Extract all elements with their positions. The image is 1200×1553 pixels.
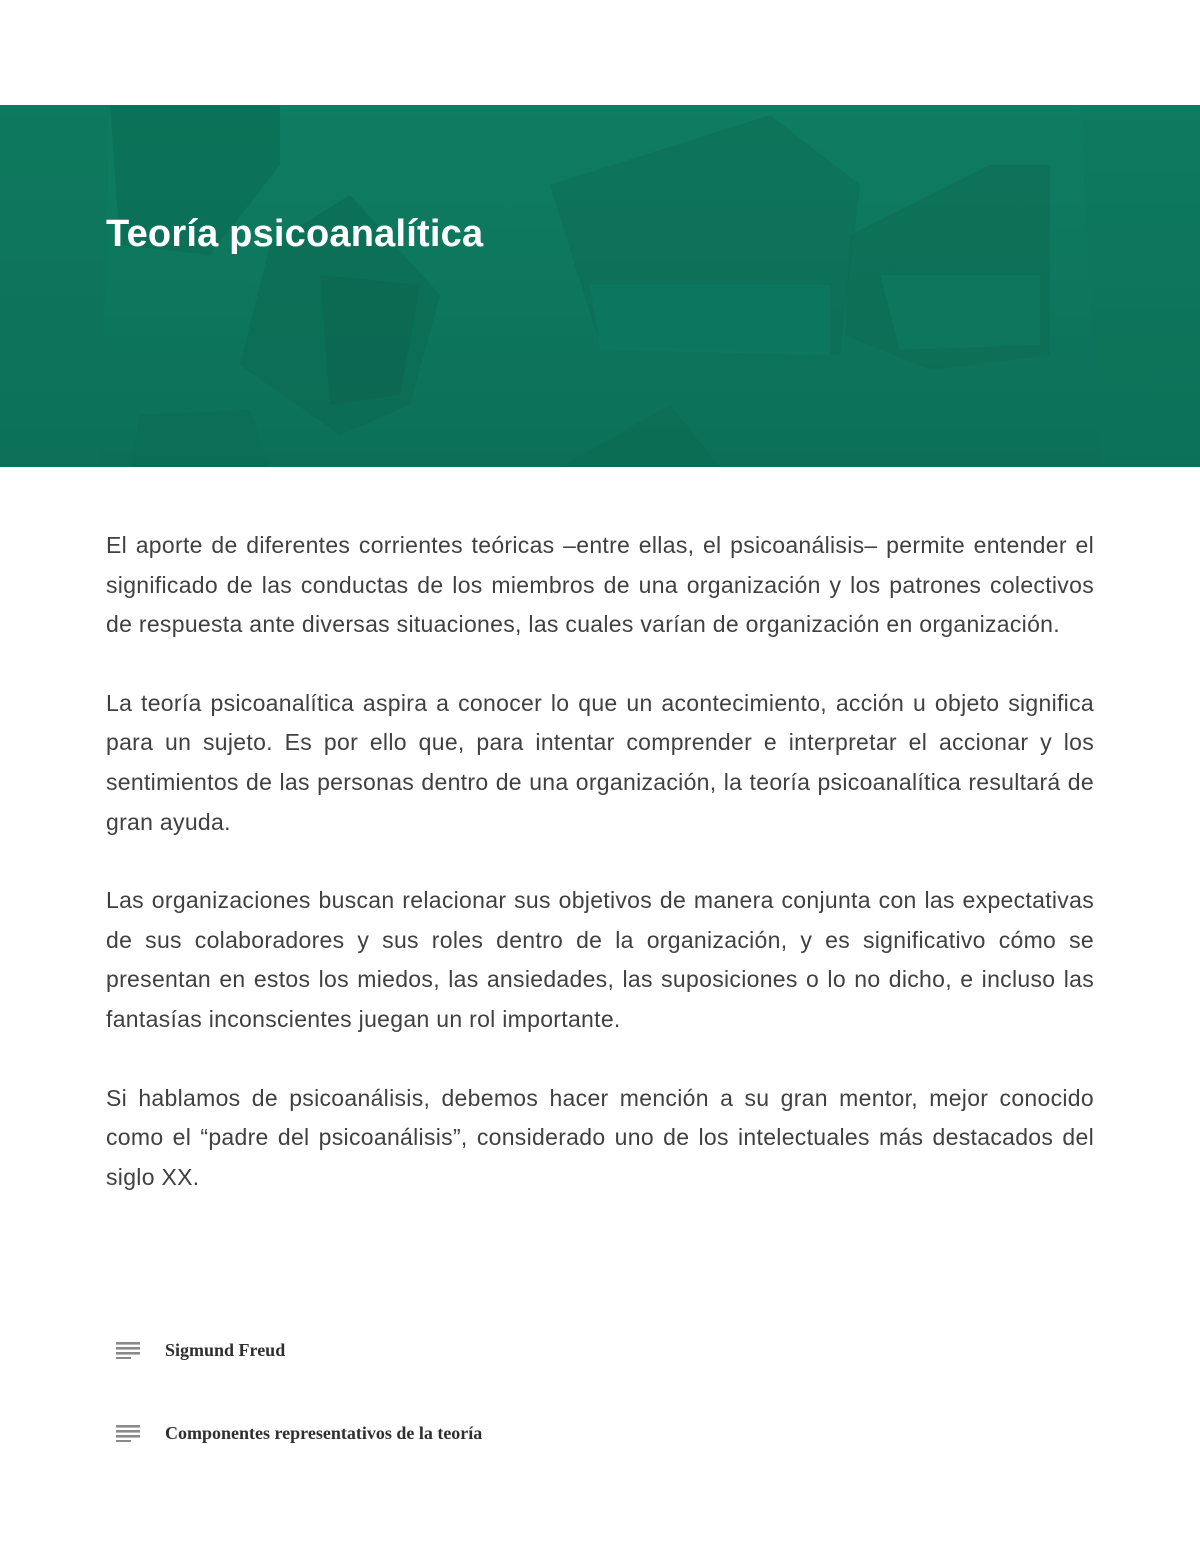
topic-label: Sigmund Freud [165, 1339, 286, 1360]
topic-label: Componentes representativos de la teoría [165, 1422, 483, 1443]
topic-item-componentes[interactable] [116, 1413, 1016, 1453]
main-content [106, 526, 1094, 1236]
header-background-image [0, 105, 1200, 467]
topic-item-sigmund-freud[interactable] [116, 1330, 1016, 1370]
header-banner [0, 105, 1200, 467]
paragraph: Las organizaciones buscan relacionar sus objetivos de manera conjunta con las expectativas de sus colaboradores y sus roles dentro de la organización, y es significativo cómo se presentan en estos los miedos, las ansiedades, las suposiciones o lo no dicho, e incluso las fantasías inconscientes juegan un rol importante. [106, 887, 1094, 1032]
paragraph: La teoría psicoanalítica aspira a conocer lo que un acontecimiento, acción u objeto significa para un sujeto. Es por ello que, para intentar comprender e interpretar el accionar y los sentimientos de las personas dentro de una organización, la teoría psicoanalítica resultará de gran ayuda. [106, 689, 1094, 835]
paragraph: El aporte de diferentes corrientes teóricas –entre ellas, el psicoanálisis– permite entender el significado de las conductas de los miembros de una organización y los patrones colectivos de respuesta ante diversas situaciones, las cuales varían de organización en organización. [106, 532, 1094, 638]
text-lines-icon [116, 1341, 140, 1359]
page-title: Teoría psicoanalítica [106, 213, 484, 255]
text-lines-icon [116, 1424, 140, 1442]
topic-list [116, 1330, 1016, 1453]
paragraph: Si hablamos de psicoanálisis, debemos hacer mención a su gran mentor, mejor conocido como el “padre del psicoanálisis”, considerado uno de los intelectuales más destacados del siglo XX. [106, 1084, 1094, 1190]
